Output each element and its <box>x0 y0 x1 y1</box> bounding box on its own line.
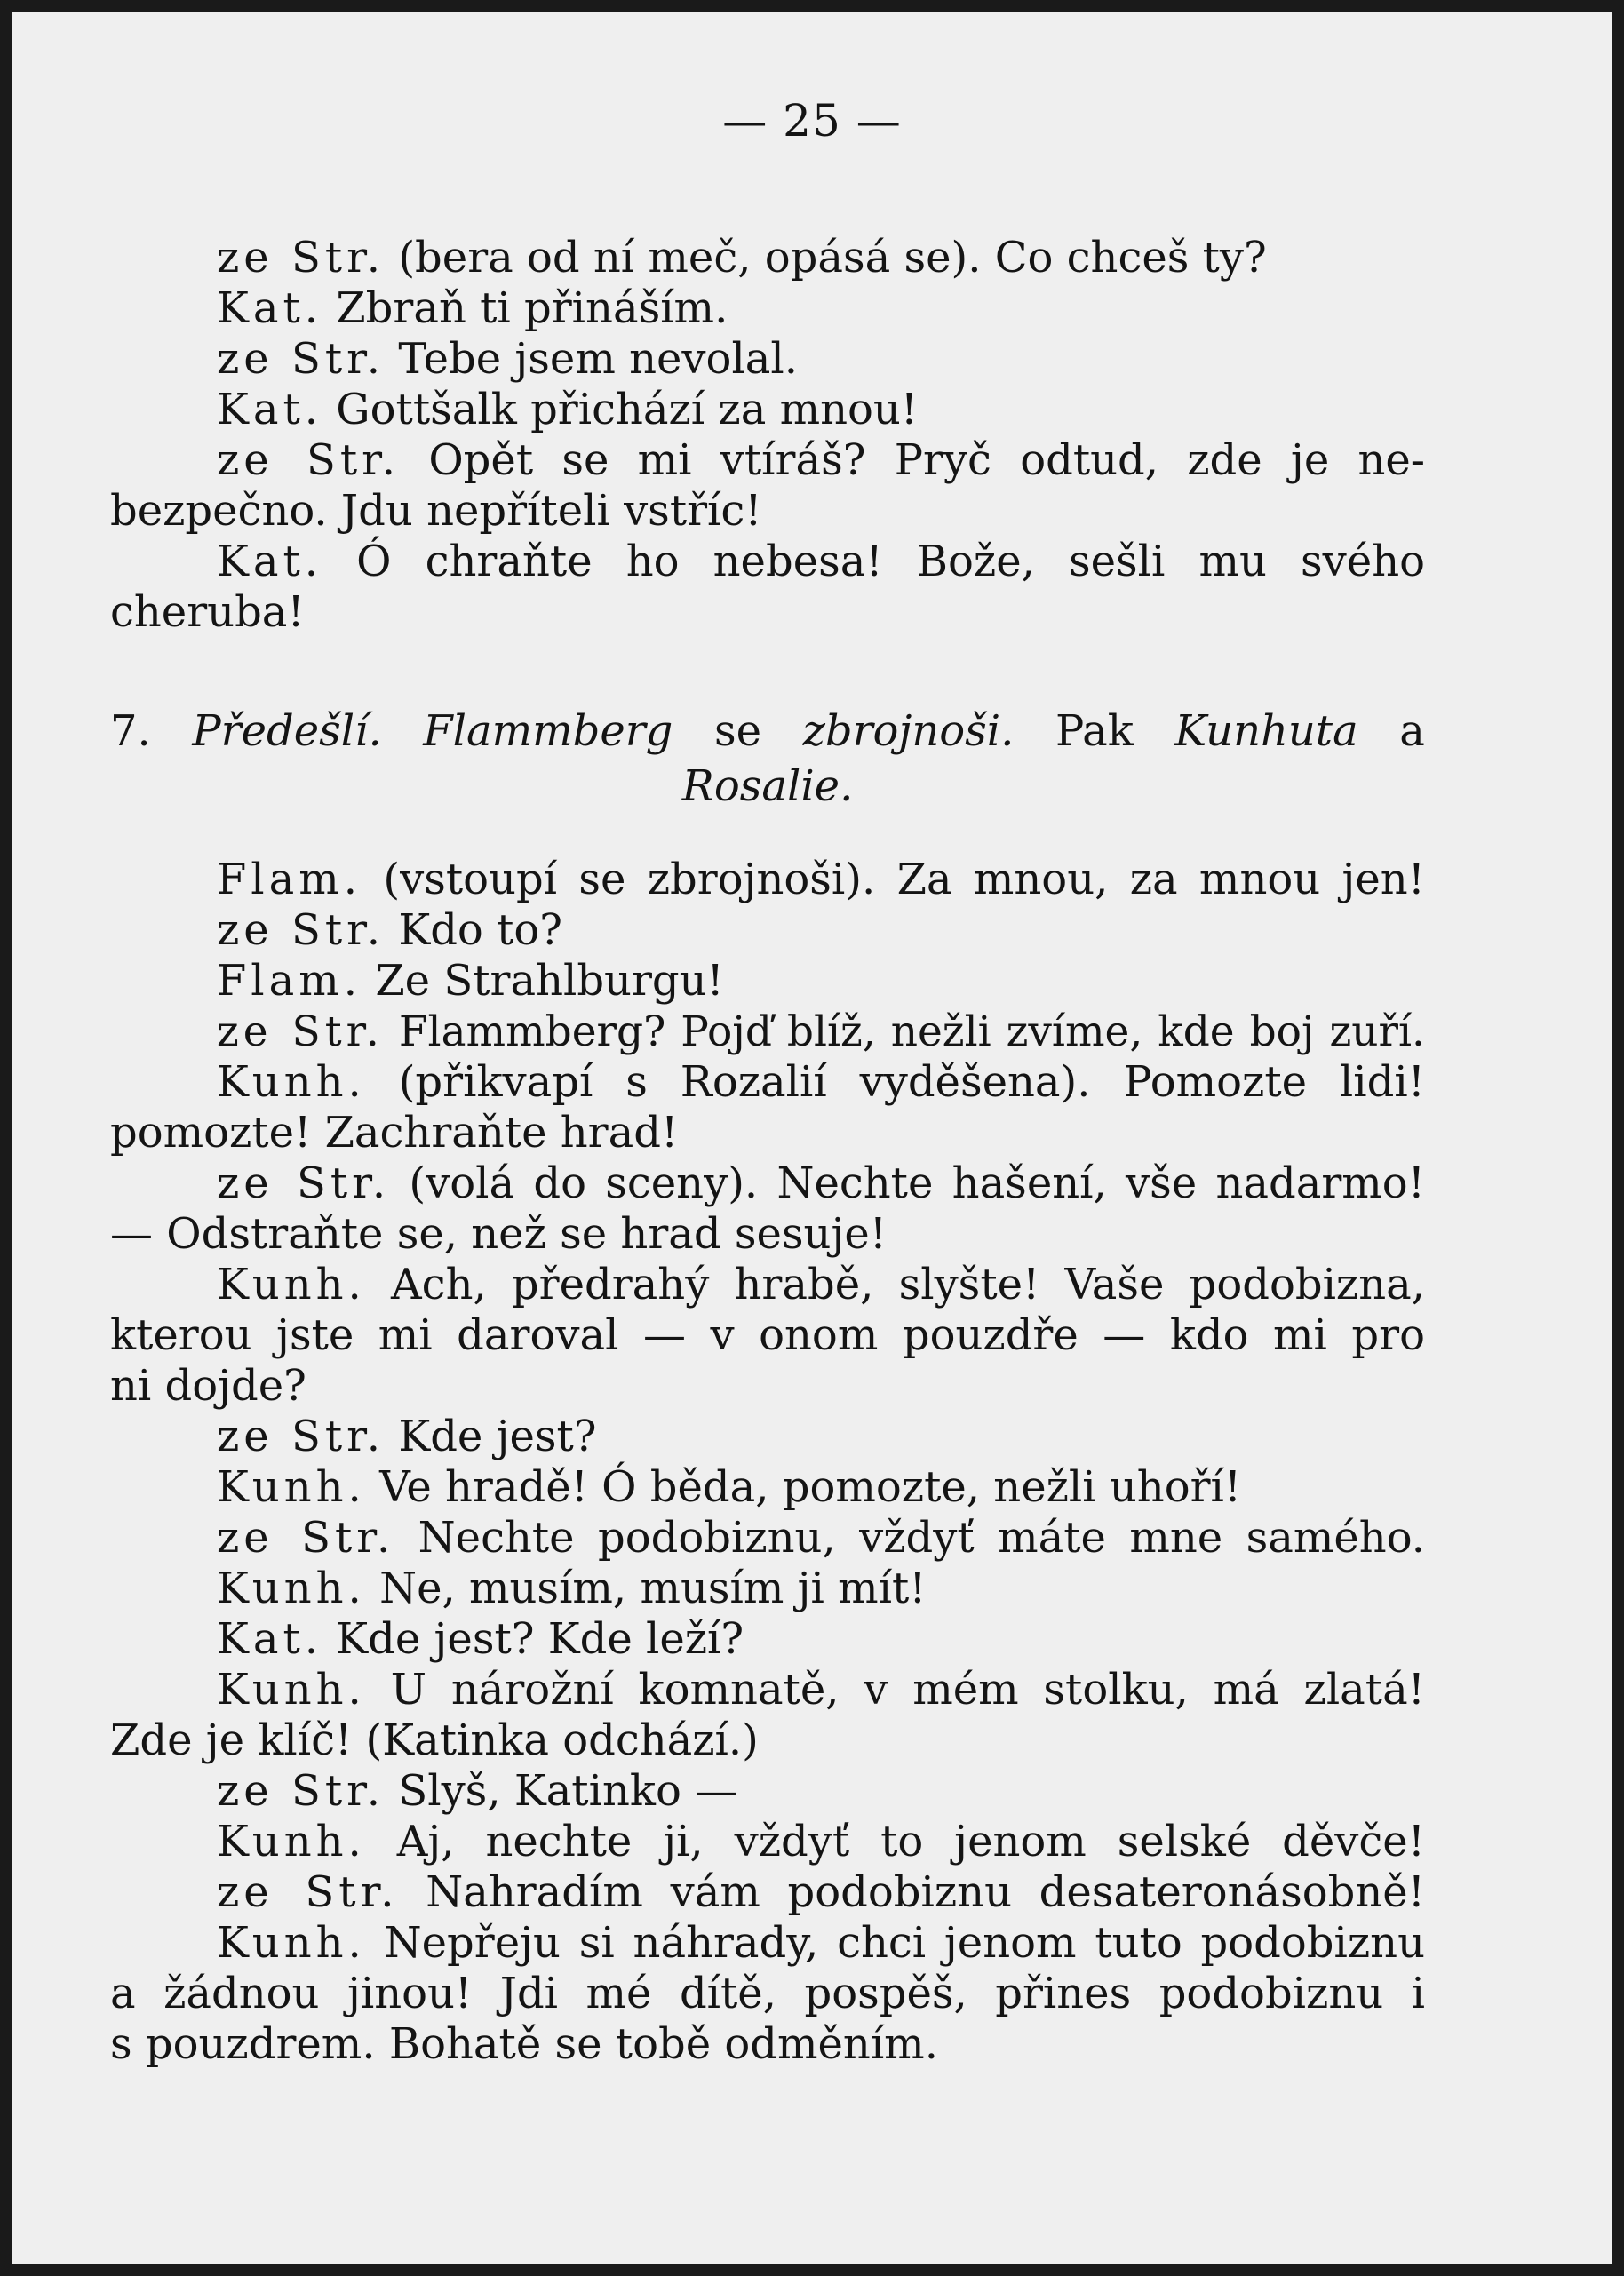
line-text: U nárožní komnatě, v mém stolku, má zlatá! <box>390 1665 1425 1715</box>
line-text: Ze Strahlburgu! <box>375 956 724 1006</box>
line-text: (přikvapí s Rozalií vyděšena). Pomozte lidi! <box>398 1057 1425 1107</box>
text-line <box>110 385 1425 435</box>
text-line <box>110 1614 1425 1665</box>
speaker-name: ze Str. <box>217 233 386 283</box>
line-text: Nechte podobiznu, vždyť máte mne samého. <box>418 1513 1426 1563</box>
line-text: Ne, musím, musím ji mít! <box>379 1564 927 1613</box>
heading-pak: Pak <box>1055 706 1134 756</box>
dialogue-block-2 <box>110 855 1425 2070</box>
text-line <box>110 1564 1425 1614</box>
text-line <box>110 1867 1425 1918</box>
line-text: pomozte! Zachraňte hrad! <box>110 1108 679 1158</box>
line-text: (vstoupí se zbrojnoši). Za mnou, za mnou jen! <box>383 855 1425 904</box>
line-text: kterou jste mi daroval — v onom pouzdře — kdo mi pro <box>110 1310 1425 1360</box>
text-line <box>110 435 1425 486</box>
text-line <box>110 1158 1425 1209</box>
text-line <box>110 1209 1425 1260</box>
line-text: s pouzdrem. Bohatě se tobě odměním. <box>110 2019 938 2069</box>
line-text: Aj, nechte ji, vždyť to jenom selské děvče! <box>396 1817 1425 1866</box>
line-text: Kdo to? <box>398 905 562 955</box>
text-line <box>110 233 1425 283</box>
line-text: ni dojde? <box>110 1361 306 1411</box>
line-text: Kde jest? <box>398 1412 597 1461</box>
speaker-name: Kunh. <box>217 1462 366 1512</box>
line-text: Ach, předrahý hrabě, slyšte! Vaše podobizna, <box>391 1260 1426 1309</box>
line-text: Gottšalk přichází za mnou! <box>336 385 919 434</box>
text-line <box>110 1715 1425 1766</box>
text-line <box>110 1361 1425 1412</box>
line-text: Zbraň ti přináším. <box>336 283 728 333</box>
scene-heading-line-1 <box>110 704 1425 759</box>
speaker-name: Kunh. <box>217 1057 366 1107</box>
speaker-name: Kunh. <box>217 1665 366 1715</box>
line-text: Slyš, Katinko — <box>398 1766 738 1816</box>
scene-heading-line-2 <box>110 759 1425 814</box>
speaker-name: ze Str. <box>217 1766 386 1816</box>
text-line <box>110 1462 1425 1513</box>
text-line <box>110 1817 1425 1867</box>
speaker-name: Kat. <box>217 1614 323 1664</box>
speaker-name: ze Str. <box>217 1412 386 1461</box>
line-text: Ó chraňte ho nebesa! Bože, sešli mu svého <box>356 537 1425 586</box>
heading-kunhuta: Kunhuta <box>1174 706 1358 756</box>
heading-predesli: Předešlí. <box>192 706 382 756</box>
text-line <box>110 587 1425 638</box>
line-text: Nepřeju si náhrady, chci jenom tuto podobiznu <box>384 1918 1426 1968</box>
line-text: bezpečno. Jdu nepříteli vstříc! <box>110 486 762 536</box>
line-text: a žádnou jinou! Jdi mé dítě, pospěš, přines podobiznu i <box>110 1969 1425 2018</box>
text-line <box>110 1766 1425 1817</box>
text-line <box>110 1969 1425 2019</box>
line-text: Kde jest? Kde leží? <box>336 1614 744 1664</box>
text-line <box>110 905 1425 956</box>
speaker-name: Kat. <box>217 385 323 434</box>
line-text: Zde je klíč! (Katinka odchází.) <box>110 1715 759 1765</box>
speaker-name: ze Str. <box>217 1513 395 1563</box>
speaker-name: Flam. <box>217 956 362 1006</box>
line-text: (volá do sceny). Nechte hašení, vše nadarmo! <box>409 1158 1425 1208</box>
line-text: Ve hradě! Ó běda, pomozte, nežli uhoří! <box>379 1462 1242 1512</box>
line-text: Tebe jsem nevolal. <box>398 334 799 384</box>
speaker-name: ze Str. <box>217 1158 391 1208</box>
text-line <box>110 956 1425 1007</box>
speaker-name: Kat. <box>217 283 323 333</box>
heading-a: a <box>1399 706 1425 756</box>
text-line <box>110 537 1425 587</box>
text-line <box>110 1057 1425 1108</box>
text-line <box>110 1412 1425 1462</box>
line-text: — Odstraňte se, než se hrad sesuje! <box>110 1209 888 1259</box>
speaker-name: ze Str. <box>217 905 386 955</box>
speaker-name: Flam. <box>217 855 362 904</box>
text-line <box>110 1007 1425 1057</box>
line-text: (bera od ní meč, opásá se). Co chceš ty? <box>398 233 1267 283</box>
speaker-name: Kat. <box>217 537 323 586</box>
speaker-name: ze Str. <box>217 435 401 485</box>
text-line <box>110 1108 1425 1158</box>
line-text: Opět se mi vtíráš? Pryč odtud, zde je ne- <box>428 435 1426 485</box>
speaker-name: Kunh. <box>217 1817 366 1866</box>
speaker-name: Kunh. <box>217 1564 366 1613</box>
page-number: — 25 — <box>722 95 902 147</box>
text-line <box>110 1260 1425 1310</box>
book-page <box>12 12 1612 2264</box>
line-text: cheruba! <box>110 587 305 637</box>
text-line <box>110 1918 1425 1969</box>
heading-rosalie: Rosalie. <box>681 761 854 811</box>
heading-zbrojnosi: zbrojnoši. <box>802 706 1015 756</box>
speaker-name: ze Str. <box>217 1007 384 1056</box>
text-line <box>110 1665 1425 1715</box>
text-line <box>110 486 1425 537</box>
text-line <box>110 1310 1425 1361</box>
scene-heading <box>110 704 1425 814</box>
dialogue-block-1 <box>110 233 1425 638</box>
heading-flammberg: Flammberg <box>423 706 673 756</box>
text-line <box>110 1513 1425 1564</box>
line-text: Flammberg? Pojď blíž, nežli zvíme, kde boj zuří. <box>398 1007 1425 1056</box>
heading-se: se <box>713 706 762 756</box>
speaker-name: Kunh. <box>217 1260 366 1309</box>
line-text: Nahradím vám podobiznu desateronásobně! <box>426 1867 1425 1917</box>
speaker-name: Kunh. <box>217 1918 366 1968</box>
speaker-name: ze Str. <box>217 1867 399 1917</box>
text-line <box>110 855 1425 905</box>
text-line <box>110 2019 1425 2070</box>
text-line <box>110 283 1425 334</box>
text-line <box>110 334 1425 385</box>
scene-number: 7. <box>110 706 151 756</box>
speaker-name: ze Str. <box>217 334 386 384</box>
